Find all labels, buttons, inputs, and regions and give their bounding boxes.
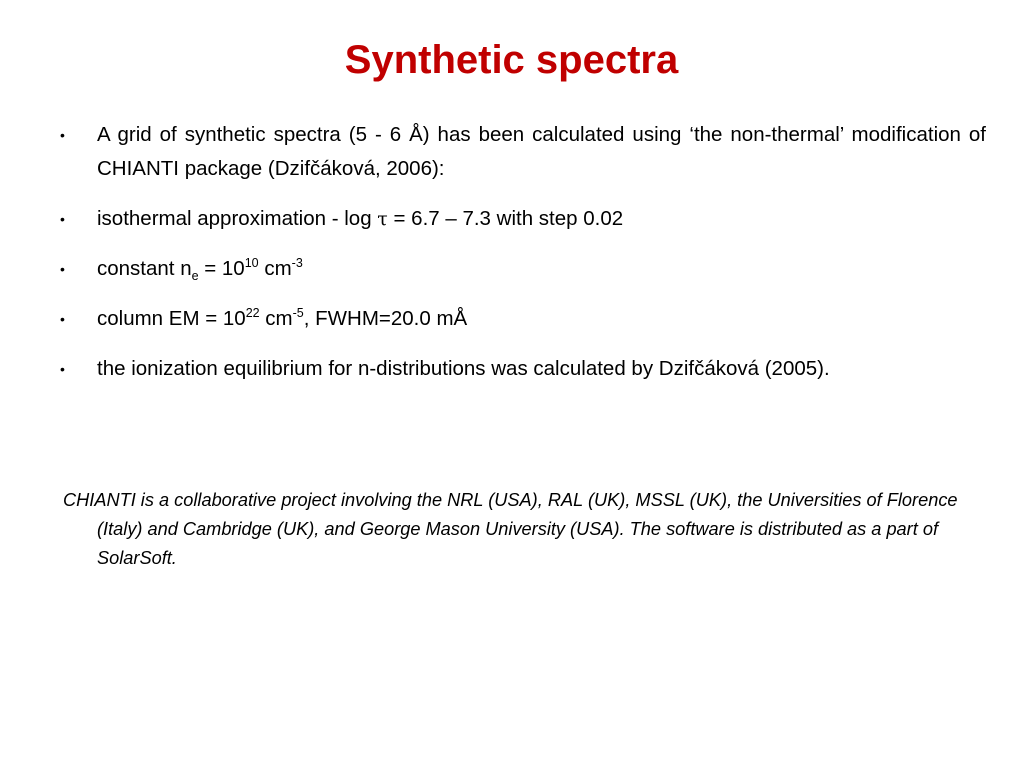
- bullet-text-em-unit: cm: [259, 307, 293, 330]
- footnote: CHIANTI is a collaborative project involving the NRL (USA), RAL (UK), MSSL (UK), the Universities of Florence (Italy) and Cambridge (UK), and George Mason University (USA). The software is distributed as a part of SolarSoft.: [63, 490, 958, 568]
- bullet-text-em-suffix: , FWHM=20.0 mÅ: [303, 307, 468, 330]
- slide-title: Synthetic spectra: [344, 38, 679, 82]
- bullet-text-ionization: the ionization equilibrium for n-distributions was calculated by Dzifčáková (2005).: [97, 357, 830, 380]
- em-exponent: 22: [245, 306, 260, 320]
- bullet-icon: •: [60, 261, 65, 277]
- bullet-icon: •: [60, 361, 65, 377]
- bullet-text-density-unit: cm: [258, 257, 292, 280]
- density-exponent: 10: [244, 256, 259, 270]
- bullet-item-isothermal: [0, 202, 1023, 236]
- bullet-text-density-middle: = 10: [198, 257, 245, 280]
- bullet-text-isothermal-prefix: isothermal approximation - log: [97, 207, 378, 230]
- bullet-icon: •: [60, 211, 65, 227]
- bullet-item-grid: [0, 118, 1023, 186]
- bullet-icon: •: [60, 127, 65, 143]
- bullet-item-emission-measure: [0, 302, 1023, 336]
- bullet-text-grid: A grid of synthetic spectra (5 - 6 Å) has been calculated using ‘the non-thermal’ modification of CHIANTI package (Dzifčáková, 2006):: [97, 123, 986, 180]
- density-subscript: e: [191, 269, 199, 283]
- tau-symbol: τ: [377, 208, 388, 230]
- em-unit-exponent: -5: [292, 306, 304, 320]
- bullet-item-density: [0, 252, 1023, 286]
- bullet-icon: •: [60, 311, 65, 327]
- bullet-text-em-prefix: column EM = 10: [97, 307, 246, 330]
- density-unit-exponent: -3: [291, 256, 303, 270]
- bullet-item-ionization: [0, 352, 1023, 386]
- bullet-text-isothermal-suffix: = 6.7 – 7.3 with step 0.02: [387, 207, 624, 230]
- bullet-text-density-prefix: constant n: [97, 257, 192, 280]
- bullet-list: [0, 118, 1023, 402]
